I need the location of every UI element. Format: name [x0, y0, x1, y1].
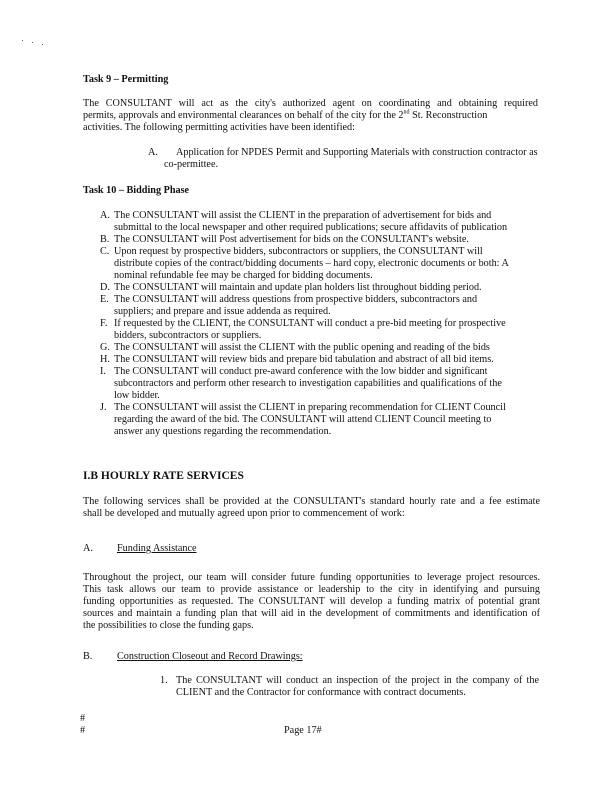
scan-speck [22, 40, 23, 41]
task10-heading: Task 10 – Bidding Phase [83, 185, 190, 196]
list-item-text: The CONSULTANT will address questions from prospective bidders, subcontractors and [114, 294, 478, 305]
list-item-letter: H. [100, 354, 110, 365]
footer-mark: # [80, 725, 86, 736]
list-item-letter: F. [100, 318, 108, 329]
line: shall be developed and mutually agreed upon prior to commencement of work: [83, 508, 405, 519]
line: The following services shall be provided at the CONSULTANT's standard hourly rate and a fee estimate [83, 496, 540, 507]
list-item-letter: J. [100, 402, 107, 413]
list-item-text: suppliers; and prepare and issue addenda as required. [114, 306, 331, 317]
section-b-title: Construction Closeout and Record Drawings: [117, 651, 303, 662]
scan-speck [42, 44, 43, 45]
list-item-text: The CONSULTANT will conduct pre-award conference with the low bidder and significant [114, 366, 488, 377]
list-item-text: The CONSULTANT will assist the CLIENT in the preparation of advertisement for bids and [114, 210, 492, 221]
section-a-title: Funding Assistance [117, 543, 197, 554]
list-item-text: The CONSULTANT will Post advertisement for bids on the CONSULTANT's website. [114, 234, 469, 245]
list-item-text: distribute copies of the contract/bidding documents – hard copy, electronic documents or both: A [114, 258, 509, 269]
list-item-letter: B. [100, 234, 110, 245]
list-item-letter: G. [100, 342, 110, 353]
footer-mark: # [80, 713, 86, 724]
list-item-text: answer any questions regarding the recommendation. [114, 426, 332, 437]
task9-item-letter: A. [148, 147, 158, 158]
task9-paragraph [83, 98, 538, 134]
line: activities. The following permitting activities have been identified: [83, 122, 355, 133]
list-item-text: The CONSULTANT will maintain and update plan holders list throughout bidding period. [114, 282, 482, 293]
list-item-letter: I. [100, 366, 106, 377]
list-item-text: If requested by the CLIENT, the CONSULTANT will conduct a pre-bid meeting for prospective [114, 318, 506, 329]
line: funding opportunities as requested. The CONSULTANT will develop a funding matrix of potential grant [83, 596, 540, 607]
list-item-text: The CONSULTANT will assist the CLIENT with the public opening and reading of the bids [114, 342, 490, 353]
line: This task allows our team to provide assistance or leadership to the city in identifying and pursuing [83, 584, 540, 595]
list-item-text: subcontractors and perform other research to investigation capabilities and qualifications of the [114, 378, 502, 389]
task9-item-line: co-permittee. [164, 159, 219, 170]
line: Throughout the project, our team will consider future funding opportunities to leverage project resources. [83, 572, 540, 583]
line: The CONSULTANT will conduct an inspection of the project in the company of the [176, 675, 539, 686]
task9-item-line: Application for NPDES Permit and Supporting Materials with construction contractor as [176, 147, 538, 158]
hourly-heading: I.B HOURLY RATE SERVICES [83, 470, 244, 482]
line: The CONSULTANT will act as the city's authorized agent on coordinating and obtaining required [83, 98, 538, 109]
list-item-text: regarding the award of the bid. The CONSULTANT will attend CLIENT Council meeting to [114, 414, 492, 425]
task9-heading: Task 9 – Permitting [83, 74, 169, 85]
list-item-letter: C. [100, 246, 110, 257]
list-item-text: bidders, subcontractors or suppliers. [114, 330, 262, 341]
section-b-letter: B. [83, 651, 93, 662]
list-item-text: low bidder. [114, 390, 160, 401]
list-item-text: The CONSULTANT will review bids and prepare bid tabulation and abstract of all bid items. [114, 354, 494, 365]
list-item-text: submittal to the local newspaper and other required publications; secure affidavits of publication [114, 222, 508, 233]
list-item-text: The CONSULTANT will assist the CLIENT in preparing recommendation for CLIENT Council [114, 402, 506, 413]
list-item-text: nominal refundable fee may be charged for bidding documents. [114, 270, 373, 281]
list-item-text: Upon request by prospective bidders, subcontractors or suppliers, the CONSULTANT will [114, 246, 483, 257]
line: permits, approvals and environmental clearances on behalf of the city for the 2nd St. Reconstruction [83, 109, 488, 121]
list-item-letter: E. [100, 294, 109, 305]
page-number: Page 17# [284, 725, 322, 736]
line: CLIENT and the Contractor for conformance with contract documents. [176, 687, 466, 698]
line: the possibilities to close the funding gaps. [83, 620, 254, 631]
section-a-letter: A. [83, 543, 93, 554]
scan-speck [32, 42, 33, 43]
hourly-paragraph [83, 496, 540, 520]
section-b-item-number: 1. [160, 675, 168, 686]
list-item-letter: D. [100, 282, 110, 293]
list-item-letter: A. [100, 210, 110, 221]
section-b-item [176, 675, 539, 699]
line: sources and maintain a funding plan that will aid in the development of commitments and identification of [83, 608, 540, 619]
section-a-paragraph [83, 572, 540, 632]
